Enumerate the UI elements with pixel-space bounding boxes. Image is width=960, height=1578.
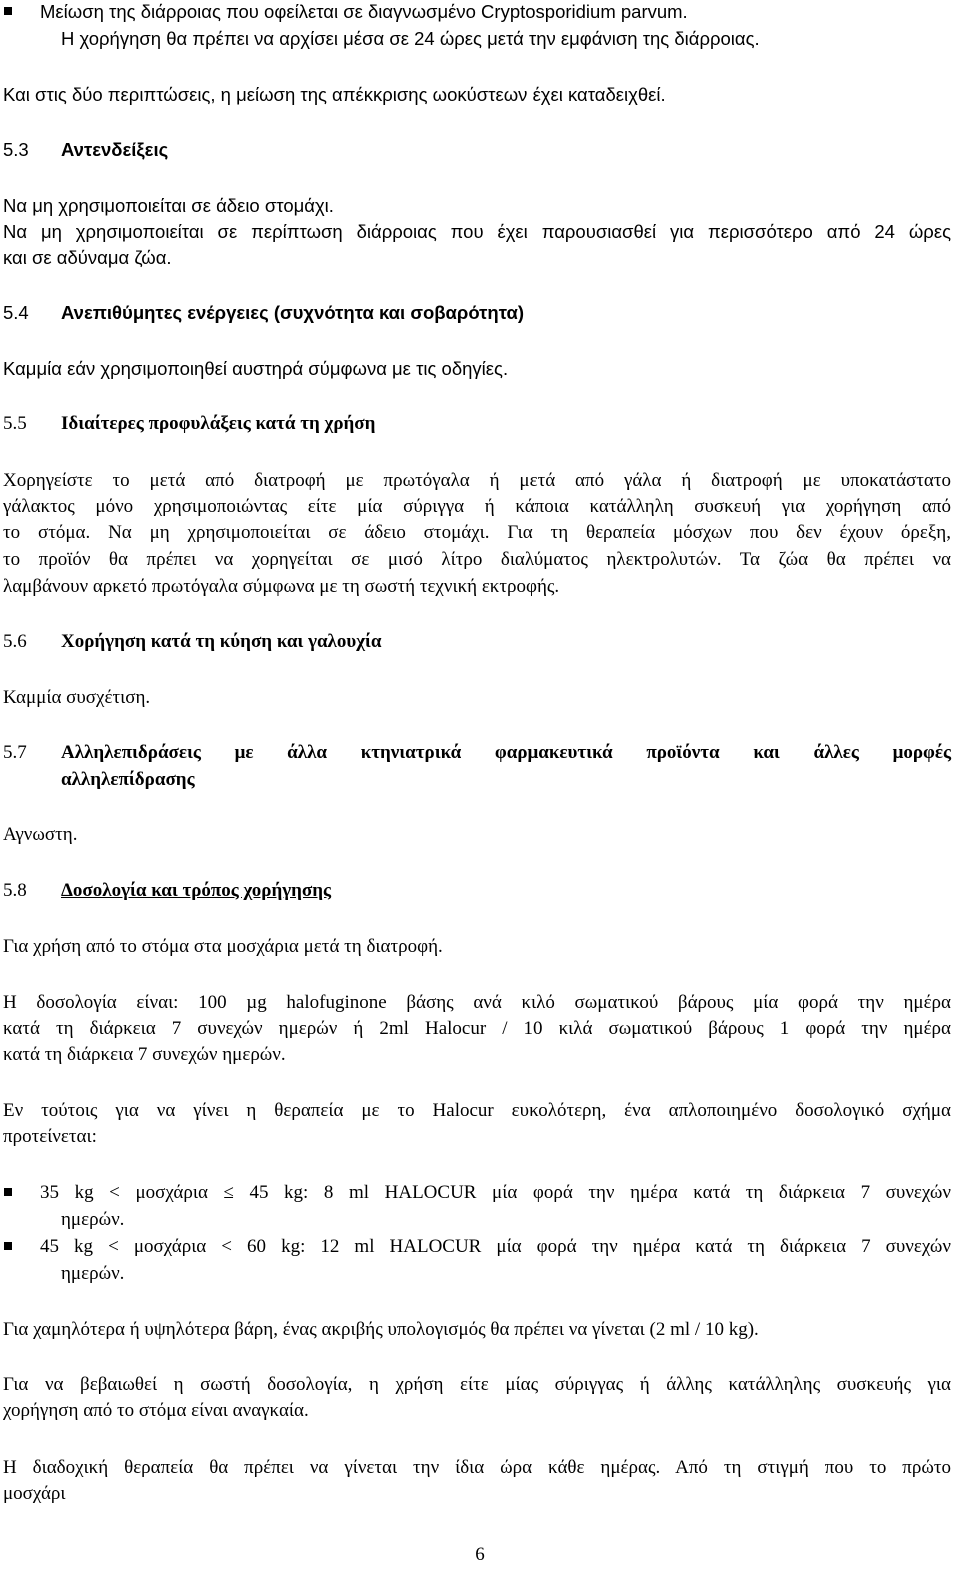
page-number: 6 <box>475 1544 485 1565</box>
paragraph-line: Για χαμηλότερα ή υψηλότερα βάρη, ένας ακριβής υπολογισμός θα πρέπει να γίνεται (2 ml / 10 kg). <box>3 1319 759 1340</box>
paragraph-line: Για να βεβαιωθεί η σωστή δοσολογία, η χρήση είτε μίας σύριγγας ή άλλης κατάλληλης συσκευής για <box>3 1374 951 1395</box>
paragraph-line: χορήγηση από το στόμα είναι αναγκαία. <box>3 1400 309 1421</box>
paragraph-line: κατά τη διάρκεια 7 συνεχών ημερών. <box>3 1044 286 1065</box>
paragraph-line: κατά τη διάρκεια 7 συνεχών ημερών ή 2ml Halocur / 10 κιλά σωματικού βάρους 1 φορά την ημέρα <box>3 1018 951 1039</box>
section-number: 5.5 <box>3 413 27 434</box>
list-item-line-2: ημερών. <box>61 1209 125 1230</box>
paragraph-line: το προϊόν θα πρέπει να χορηγείται σε μισό λίτρο διαλύματος ηλεκτρολυτών. Τα ζώα θα πρέπει να <box>3 549 951 570</box>
section-heading-5-8 <box>3 878 331 904</box>
paragraph-line: Η δοσολογία είναι: 100 µg halofuginone βάσης ανά κιλό σωματικού βάρους μία φορά την ημέρα <box>3 992 951 1013</box>
section-number: 5.7 <box>3 742 27 763</box>
section-title-line-2: αλληλεπίδρασης <box>61 769 195 790</box>
bullet-square-icon <box>4 1242 12 1250</box>
section-title: Δοσολογία και τρόπος χορήγησης <box>61 880 332 901</box>
section-number: 5.3 <box>3 139 29 160</box>
list-item-line-1: 45 kg < μοσχάρια < 60 kg: 12 ml HALOCUR μία φορά την ημέρα κατά τη διάρκεια 7 συνεχών <box>40 1236 951 1257</box>
section-heading-5-6 <box>3 629 382 655</box>
section-heading-5-4 <box>3 300 524 326</box>
section-title: Ιδιαίτερες προφυλάξεις κατά τη χρήση <box>61 413 376 434</box>
section-number: 5.4 <box>3 302 29 323</box>
bullet-text-line-2: Η χορήγηση θα πρέπει να αρχίσει μέσα σε 24 ώρες μετά την εμφάνιση της διάρροιας. <box>61 28 760 49</box>
paragraph-line: γάλακτος μόνο χρησιμοποιώντας είτε μία σύριγγα ή κάποια κατάλληλη συσκευή για χορήγηση από <box>3 496 951 517</box>
bullet-square-icon <box>4 1188 12 1196</box>
list-item-line-2: ημερών. <box>61 1263 125 1284</box>
section-title: Χορήγηση κατά τη κύηση και γαλουχία <box>61 631 382 652</box>
paragraph-line: Να μη χρησιμοποιείται σε άδειο στομάχι. <box>3 195 334 216</box>
paragraph-line: Για χρήση από το στόμα στα μοσχάρια μετά τη διατροφή. <box>3 936 443 957</box>
section-title-line-1: Αλληλεπιδράσεις με άλλα κτηνιατρικά φαρμακευτικά προϊόντα και άλλες μορφές <box>61 742 951 763</box>
paragraph-line: και σε αδύναμα ζώα. <box>3 247 172 268</box>
list-item-line-1: 35 kg < μοσχάρια ≤ 45 kg: 8 ml HALOCUR μία φορά την ημέρα κατά τη διάρκεια 7 συνεχών <box>40 1182 951 1203</box>
section-heading-5-3 <box>3 137 168 163</box>
paragraph-line: λαμβάνουν αρκετό πρωτόγαλα σύμφωνα με τη σωστή τεχνική εκτροφής. <box>3 576 560 597</box>
bullet-square-icon <box>4 7 12 15</box>
paragraph-line: προτείνεται: <box>3 1126 97 1147</box>
paragraph-line: Αγνωστη. <box>3 824 78 845</box>
section-title: Αντενδείξεις <box>61 139 169 160</box>
paragraph-line: Να μη χρησιμοποιείται σε περίπτωση διάρροιας που έχει παρουσιασθεί για περισσότερο από 24 ώρες <box>3 221 951 242</box>
paragraph-line: Χορηγείστε το μετά από διατροφή με πρωτόγαλα ή μετά από γάλα ή διατροφή με υποκατάστατο <box>3 470 951 491</box>
bullet-text-line-1: Μείωση της διάρροιας που οφείλεται σε διαγνωσμένο Cryptosporidium parvum. <box>40 1 688 22</box>
paragraph-line: Καμμία συσχέτιση. <box>3 687 151 708</box>
paragraph-line: Εν τούτοις για να γίνει η θεραπεία με το Halocur ευκολότερη, ένα απλοποιημένο δοσολογικό σχήμα <box>3 1100 951 1121</box>
paragraph-line: Καμμία εάν χρησιμοποιηθεί αυστηρά σύμφωνα με τις οδηγίες. <box>3 358 509 379</box>
intro-paragraph: Και στις δύο περιπτώσεις, η μείωση της απέκκρισης ωοκύστεων έχει καταδειχθεί. <box>3 84 666 105</box>
section-number: 5.6 <box>3 631 27 652</box>
section-number: 5.8 <box>3 880 27 901</box>
paragraph-line: το στόμα. Να μη χρησιμοποιείται σε άδειο στομάχι. Για τη θεραπεία μόσχων που δεν έχουν όρεξη, <box>3 522 951 543</box>
section-title: Ανεπιθύμητες ενέργειες (συχνότητα και σοβαρότητα) <box>61 302 524 323</box>
paragraph-line: Η διαδοχική θεραπεία θα πρέπει να γίνεται την ίδια ώρα κάθε ημέρας. Από τη στιγμή που το πρώτο <box>3 1457 951 1478</box>
paragraph-line: μοσχάρι <box>3 1483 66 1504</box>
section-heading-5-5 <box>3 411 375 437</box>
